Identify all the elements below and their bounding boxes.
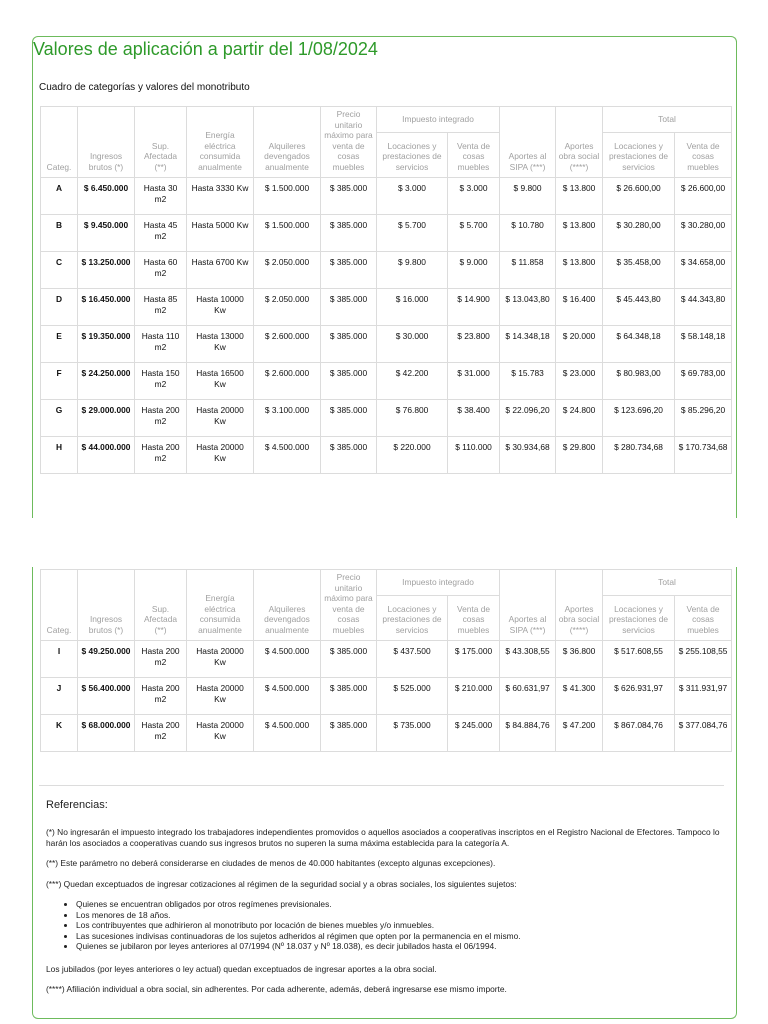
cell-ingresos: $ 24.250.000 [78, 363, 135, 400]
cell-imp-locaciones: $ 76.800 [377, 400, 448, 437]
cell-categ: H [41, 437, 78, 474]
table-body [41, 641, 732, 752]
cell-energia: Hasta 20000 Kw [187, 400, 254, 437]
cell-imp-venta: $ 110.000 [448, 437, 500, 474]
cell-sup: Hasta 200 m2 [135, 715, 187, 752]
divider [39, 785, 724, 786]
header-alquileres: Alquileres devengados anualmente [254, 570, 321, 641]
table-header [41, 107, 732, 178]
cell-sipa: $ 43.308,55 [500, 641, 556, 678]
cell-tot-locaciones: $ 80.983,00 [603, 363, 675, 400]
table-row [41, 437, 732, 474]
cell-precio: $ 385.000 [321, 215, 377, 252]
cell-ingresos: $ 44.000.000 [78, 437, 135, 474]
cell-energia: Hasta 20000 Kw [187, 715, 254, 752]
cell-energia: Hasta 3330 Kw [187, 178, 254, 215]
cell-imp-locaciones: $ 5.700 [377, 215, 448, 252]
cell-categ: B [41, 215, 78, 252]
cell-precio: $ 385.000 [321, 437, 377, 474]
header-categ: Categ. [41, 570, 78, 641]
cell-imp-locaciones: $ 735.000 [377, 715, 448, 752]
cell-alquileres: $ 3.100.000 [254, 400, 321, 437]
cell-obra: $ 36.800 [556, 641, 603, 678]
cell-precio: $ 385.000 [321, 252, 377, 289]
header-precio: Precio unitario máximo para venta de cosas muebles [321, 570, 377, 641]
cell-categ: I [41, 641, 78, 678]
cell-energia: Hasta 16500 Kw [187, 363, 254, 400]
cell-precio: $ 385.000 [321, 363, 377, 400]
header-imp-venta: Venta de cosas muebles [448, 596, 500, 641]
cell-ingresos: $ 68.000.000 [78, 715, 135, 752]
header-tot-venta: Venta de cosas muebles [675, 596, 732, 641]
cell-alquileres: $ 4.500.000 [254, 641, 321, 678]
header-imp-venta: Venta de cosas muebles [448, 133, 500, 178]
cell-sipa: $ 9.800 [500, 178, 556, 215]
cell-categ: C [41, 252, 78, 289]
cell-imp-venta: $ 5.700 [448, 215, 500, 252]
cell-sipa: $ 10.780 [500, 215, 556, 252]
cell-tot-locaciones: $ 123.696,20 [603, 400, 675, 437]
cell-alquileres: $ 1.500.000 [254, 178, 321, 215]
header-tot-locaciones: Locaciones y prestaciones de servicios [603, 596, 675, 641]
references-section [46, 799, 736, 1005]
cell-tot-venta: $ 170.734,68 [675, 437, 732, 474]
cell-imp-venta: $ 175.000 [448, 641, 500, 678]
list-item: • Las sucesiones indivisas continuadoras de los sujetos adheridos al régimen que opten por la permanencia en el mismo. [76, 931, 736, 942]
cell-sup: Hasta 45 m2 [135, 215, 187, 252]
cell-imp-venta: $ 210.000 [448, 678, 500, 715]
upper-panel [32, 36, 737, 518]
header-sipa: Aportes al SIPA (***) [500, 107, 556, 178]
cell-energia: Hasta 10000 Kw [187, 289, 254, 326]
cell-imp-locaciones: $ 220.000 [377, 437, 448, 474]
cell-alquileres: $ 4.500.000 [254, 715, 321, 752]
cell-ingresos: $ 49.250.000 [78, 641, 135, 678]
cell-ingresos: $ 29.000.000 [78, 400, 135, 437]
cell-alquileres: $ 2.050.000 [254, 252, 321, 289]
lower-panel [32, 567, 737, 1019]
cell-tot-venta: $ 311.931,97 [675, 678, 732, 715]
cell-energia: Hasta 20000 Kw [187, 437, 254, 474]
cell-tot-venta: $ 44.343,80 [675, 289, 732, 326]
table-body [41, 178, 732, 474]
cell-categ: E [41, 326, 78, 363]
header-impuesto-group: Impuesto integrado [377, 570, 500, 596]
header-ingresos: Ingresos brutos (*) [78, 570, 135, 641]
cell-ingresos: $ 56.400.000 [78, 678, 135, 715]
cell-imp-locaciones: $ 525.000 [377, 678, 448, 715]
cell-tot-locaciones: $ 517.608,55 [603, 641, 675, 678]
cell-energia: Hasta 20000 Kw [187, 641, 254, 678]
cell-ingresos: $ 6.450.000 [78, 178, 135, 215]
categories-table [40, 106, 732, 474]
cell-sipa: $ 13.043,80 [500, 289, 556, 326]
cell-tot-venta: $ 377.084,76 [675, 715, 732, 752]
list-item: • Los menores de 18 años. [76, 910, 736, 921]
cell-sup: Hasta 200 m2 [135, 400, 187, 437]
cell-tot-locaciones: $ 35.458,00 [603, 252, 675, 289]
header-tot-venta: Venta de cosas muebles [675, 133, 732, 178]
cell-sup: Hasta 200 m2 [135, 437, 187, 474]
reference-note-1: (*) No ingresarán el impuesto integrado los trabajadores independientes promovidos o aquellos asociados a cooperativas inscriptos en el Registro Nacional de Efectores. Tampoco lo harán los asociados a cooperativas cuando sus ingresos brutos no superen la suma máxima establecida para la categoría A. [46, 827, 720, 848]
cell-alquileres: $ 2.050.000 [254, 289, 321, 326]
cell-obra: $ 41.300 [556, 678, 603, 715]
table-row [41, 641, 732, 678]
header-total-group: Total [603, 570, 732, 596]
cell-energia: Hasta 20000 Kw [187, 678, 254, 715]
cell-precio: $ 385.000 [321, 326, 377, 363]
header-total-group: Total [603, 107, 732, 133]
header-tot-locaciones: Locaciones y prestaciones de servicios [603, 133, 675, 178]
cell-categ: G [41, 400, 78, 437]
cell-categ: F [41, 363, 78, 400]
cell-alquileres: $ 1.500.000 [254, 215, 321, 252]
cell-obra: $ 16.400 [556, 289, 603, 326]
cell-sipa: $ 84.884,76 [500, 715, 556, 752]
table-caption: Cuadro de categorías y valores del monotributo [39, 82, 250, 93]
cell-imp-venta: $ 3.000 [448, 178, 500, 215]
header-categ: Categ. [41, 107, 78, 178]
cell-categ: J [41, 678, 78, 715]
table-row [41, 289, 732, 326]
cell-imp-venta: $ 9.000 [448, 252, 500, 289]
cell-imp-locaciones: $ 30.000 [377, 326, 448, 363]
table-row [41, 326, 732, 363]
cell-precio: $ 385.000 [321, 715, 377, 752]
cell-alquileres: $ 2.600.000 [254, 326, 321, 363]
cell-imp-venta: $ 14.900 [448, 289, 500, 326]
cell-imp-venta: $ 245.000 [448, 715, 500, 752]
reference-note-3: (***) Quedan exceptuados de ingresar cotizaciones al régimen de la seguridad social y a obras sociales, los siguientes sujetos: [46, 878, 517, 889]
header-precio: Precio unitario máximo para venta de cosas muebles [321, 107, 377, 178]
table-row [41, 678, 732, 715]
cell-categ: D [41, 289, 78, 326]
list-item: • Los contribuyentes que adhirieron al monotributo por locación de bienes muebles y/o inmuebles. [76, 920, 736, 931]
reference-note-4: Los jubilados (por leyes anteriores o ley actual) quedan exceptuados de ingresar aportes a la obra social. [46, 963, 437, 974]
cell-sup: Hasta 110 m2 [135, 326, 187, 363]
cell-categ: K [41, 715, 78, 752]
cell-alquileres: $ 4.500.000 [254, 678, 321, 715]
list-item: • Quienes se encuentran obligados por otros regímenes previsionales. [76, 899, 736, 910]
cell-sipa: $ 14.348,18 [500, 326, 556, 363]
cell-obra: $ 13.800 [556, 252, 603, 289]
cell-tot-venta: $ 69.783,00 [675, 363, 732, 400]
header-sipa: Aportes al SIPA (***) [500, 570, 556, 641]
cell-tot-locaciones: $ 45.443,80 [603, 289, 675, 326]
cell-tot-venta: $ 58.148,18 [675, 326, 732, 363]
cell-tot-locaciones: $ 626.931,97 [603, 678, 675, 715]
cell-sipa: $ 22.096,20 [500, 400, 556, 437]
cell-sup: Hasta 30 m2 [135, 178, 187, 215]
cell-obra: $ 13.800 [556, 178, 603, 215]
cell-obra: $ 23.000 [556, 363, 603, 400]
cell-tot-venta: $ 255.108,55 [675, 641, 732, 678]
header-sup: Sup. Afectada (**) [135, 107, 187, 178]
cell-sipa: $ 11.858 [500, 252, 556, 289]
list-item: • Quienes se jubilaron por leyes anteriores al 07/1994 (Nº 18.037 y Nº 18.038), es decir jubilados hasta el 06/1994. [76, 941, 736, 952]
cell-energia: Hasta 6700 Kw [187, 252, 254, 289]
table-row [41, 400, 732, 437]
table-row [41, 715, 732, 752]
cell-ingresos: $ 19.350.000 [78, 326, 135, 363]
cell-tot-locaciones: $ 867.084,76 [603, 715, 675, 752]
header-energia: Energía eléctrica consumida anualmente [187, 107, 254, 178]
cell-imp-venta: $ 38.400 [448, 400, 500, 437]
cell-imp-locaciones: $ 437.500 [377, 641, 448, 678]
cell-obra: $ 13.800 [556, 215, 603, 252]
table-header [41, 570, 732, 641]
table-row [41, 215, 732, 252]
cell-tot-venta: $ 85.296,20 [675, 400, 732, 437]
references-heading: Referencias: [46, 799, 108, 811]
cell-energia: Hasta 5000 Kw [187, 215, 254, 252]
cell-ingresos: $ 9.450.000 [78, 215, 135, 252]
reference-note-2: (**) Este parámetro no deberá considerarse en ciudades de menos de 40.000 habitantes (excepto algunas excepciones). [46, 858, 496, 868]
table-row [41, 363, 732, 400]
categories-table-continued [40, 569, 732, 752]
cell-tot-venta: $ 30.280,00 [675, 215, 732, 252]
cell-tot-locaciones: $ 280.734,68 [603, 437, 675, 474]
cell-imp-locaciones: $ 16.000 [377, 289, 448, 326]
header-obra: Aportes obra social (****) [556, 107, 603, 178]
header-alquileres: Alquileres devengados anualmente [254, 107, 321, 178]
cell-precio: $ 385.000 [321, 641, 377, 678]
cell-obra: $ 29.800 [556, 437, 603, 474]
cell-precio: $ 385.000 [321, 178, 377, 215]
cell-imp-locaciones: $ 42.200 [377, 363, 448, 400]
cell-tot-venta: $ 34.658,00 [675, 252, 732, 289]
table-row [41, 252, 732, 289]
cell-obra: $ 24.800 [556, 400, 603, 437]
reference-note-5: (****) Afiliación individual a obra social, sin adherentes. Por cada adherente, además, deberá ingresarse ese mismo importe. [46, 984, 507, 994]
cell-sup: Hasta 150 m2 [135, 363, 187, 400]
header-sup: Sup. Afectada (**) [135, 570, 187, 641]
cell-obra: $ 47.200 [556, 715, 603, 752]
cell-tot-venta: $ 26.600,00 [675, 178, 732, 215]
header-imp-locaciones: Locaciones y prestaciones de servicios [377, 133, 448, 178]
cell-sup: Hasta 85 m2 [135, 289, 187, 326]
cell-alquileres: $ 2.600.000 [254, 363, 321, 400]
header-obra: Aportes obra social (****) [556, 570, 603, 641]
cell-precio: $ 385.000 [321, 400, 377, 437]
cell-tot-locaciones: $ 64.348,18 [603, 326, 675, 363]
cell-sup: Hasta 200 m2 [135, 641, 187, 678]
cell-sipa: $ 30.934,68 [500, 437, 556, 474]
cell-imp-locaciones: $ 9.800 [377, 252, 448, 289]
cell-imp-locaciones: $ 3.000 [377, 178, 448, 215]
cell-precio: $ 385.000 [321, 678, 377, 715]
table-row [41, 178, 732, 215]
cell-sipa: $ 15.783 [500, 363, 556, 400]
header-energia: Energía eléctrica consumida anualmente [187, 570, 254, 641]
cell-alquileres: $ 4.500.000 [254, 437, 321, 474]
cell-tot-locaciones: $ 30.280,00 [603, 215, 675, 252]
cell-ingresos: $ 16.450.000 [78, 289, 135, 326]
header-ingresos: Ingresos brutos (*) [78, 107, 135, 178]
cell-obra: $ 20.000 [556, 326, 603, 363]
page-title: Valores de aplicación a partir del 1/08/2024 [33, 39, 378, 59]
cell-sup: Hasta 60 m2 [135, 252, 187, 289]
header-imp-locaciones: Locaciones y prestaciones de servicios [377, 596, 448, 641]
header-impuesto-group: Impuesto integrado [377, 107, 500, 133]
cell-imp-venta: $ 31.000 [448, 363, 500, 400]
cell-sup: Hasta 200 m2 [135, 678, 187, 715]
exemptions-list [46, 899, 736, 952]
cell-precio: $ 385.000 [321, 289, 377, 326]
cell-ingresos: $ 13.250.000 [78, 252, 135, 289]
cell-imp-venta: $ 23.800 [448, 326, 500, 363]
cell-categ: A [41, 178, 78, 215]
cell-sipa: $ 60.631,97 [500, 678, 556, 715]
cell-energia: Hasta 13000 Kw [187, 326, 254, 363]
cell-tot-locaciones: $ 26.600,00 [603, 178, 675, 215]
